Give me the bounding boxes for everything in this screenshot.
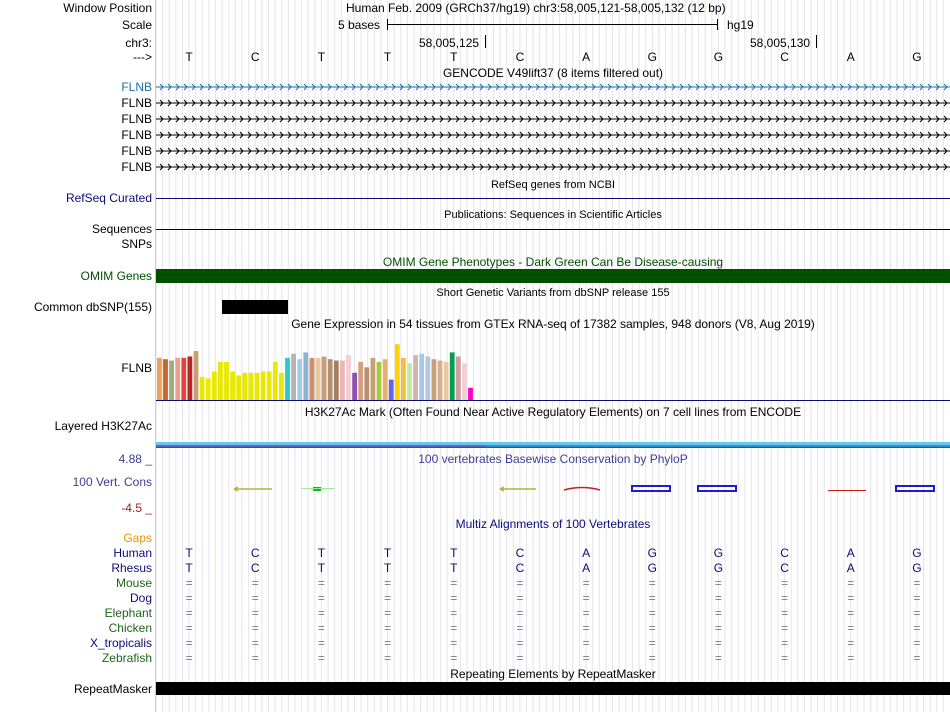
alignment-cell: T xyxy=(450,561,458,575)
gtex-tissue-bar xyxy=(425,356,430,400)
dbsnp-variant[interactable] xyxy=(222,300,288,314)
gtex-tissue-bar xyxy=(297,359,302,400)
gtex-tissue-bar xyxy=(316,358,321,400)
publications-track-title[interactable]: Publications: Sequences in Scientific Articles xyxy=(444,209,662,221)
alignment-cell: G xyxy=(647,546,657,560)
alignment-cell: = xyxy=(582,651,590,665)
alignment-cell: = xyxy=(450,651,458,665)
gtex-tissue-bar xyxy=(371,358,376,400)
gtex-tissue-bar xyxy=(175,358,180,400)
gencode-item-label[interactable]: FLNB xyxy=(121,160,152,174)
coord-tick-2 xyxy=(816,35,817,48)
alignment-cell: = xyxy=(317,636,325,650)
alignment-cell: = xyxy=(251,576,259,590)
gtex-tissue-bar xyxy=(188,356,193,400)
alignment-cell: C xyxy=(780,546,789,560)
gtex-tissue-bar xyxy=(389,380,394,400)
gtex-tissue-bar xyxy=(181,358,186,400)
alignment-cell: = xyxy=(384,621,392,635)
alignment-cell: = xyxy=(648,636,656,650)
sequences-line[interactable] xyxy=(156,229,950,230)
base-2[interactable]: C xyxy=(250,50,260,64)
refseq-gene-line[interactable] xyxy=(156,198,950,199)
alignment-cell: = xyxy=(913,651,921,665)
alignment-cell: = xyxy=(648,576,656,590)
alignment-cell: = xyxy=(185,591,193,605)
gencode-item-label[interactable]: FLNB xyxy=(121,112,152,126)
gtex-tissue-bar xyxy=(242,373,247,400)
alignment-cell: = xyxy=(317,621,325,635)
alignment-cell: = xyxy=(913,591,921,605)
gtex-tissue-bar xyxy=(334,361,339,400)
gtex-tissue-bar xyxy=(450,352,455,400)
alignment-cell: = xyxy=(185,651,193,665)
coord-tick-1 xyxy=(485,35,486,48)
alignment-cell: = xyxy=(582,606,590,620)
species-label-x_tropicalis[interactable]: X_tropicalis xyxy=(89,636,152,650)
sequences-track-label[interactable]: Sequences xyxy=(91,222,152,236)
alignment-cell: = xyxy=(648,621,656,635)
scale-bar xyxy=(387,24,717,25)
alignment-cell: G xyxy=(647,561,657,575)
gtex-tissue-bar xyxy=(444,362,449,400)
alignment-cell: = xyxy=(185,606,193,620)
gtex-tissue-bar xyxy=(267,371,272,400)
gencode-track-title[interactable]: GENCODE V49lift37 (8 items filtered out) xyxy=(442,66,664,80)
alignment-cell: = xyxy=(781,606,789,620)
gtex-tissue-bar xyxy=(383,359,388,400)
gaps-label: Gaps xyxy=(123,531,152,545)
alignment-cell: = xyxy=(648,606,656,620)
base-11[interactable]: A xyxy=(846,50,855,64)
gtex-tissue-bar xyxy=(438,361,443,400)
alignment-cell: = xyxy=(781,636,789,650)
gtex-tissue-bar xyxy=(401,358,406,400)
alignment-cell: = xyxy=(317,576,325,590)
alignment-cell: = xyxy=(450,591,458,605)
alignment-cell: = xyxy=(450,636,458,650)
alignment-cell: A xyxy=(582,561,591,575)
gencode-item-label[interactable]: FLNB xyxy=(121,144,152,158)
gtex-tissue-bar xyxy=(462,363,467,400)
alignment-cell: T xyxy=(383,561,392,575)
alignment-cell: = xyxy=(251,591,259,605)
alignment-cell: = xyxy=(648,591,656,605)
alignment-cell: = xyxy=(516,636,524,650)
refseq-track-label[interactable]: RefSeq Curated xyxy=(65,191,152,205)
alignment-cell: = xyxy=(781,576,789,590)
chrom-label: chr3: xyxy=(125,36,152,50)
alignment-cell: = xyxy=(384,576,392,590)
alignment-cell: = xyxy=(582,576,590,590)
alignment-cell: = xyxy=(251,651,259,665)
gtex-tissue-bar xyxy=(358,362,363,400)
gtex-tissue-bar xyxy=(157,358,162,400)
alignment-cell: G xyxy=(912,546,922,560)
h3k27ac-track-title[interactable]: H3K27Ac Mark (Often Found Near Active Regulatory Elements) on 7 cell lines from ENCODE xyxy=(304,405,802,419)
gtex-tissue-bar xyxy=(169,361,174,400)
gtex-track-title[interactable]: Gene Expression in 54 tissues from GTEx RNA-seq of 17382 samples, 948 donors (V8, Aug 2019) xyxy=(291,317,815,331)
alignment-cell: = xyxy=(913,636,921,650)
gencode-transcript[interactable] xyxy=(156,97,950,109)
base-12[interactable]: G xyxy=(912,50,922,64)
alignment-cell: = xyxy=(913,606,921,620)
species-label-elephant[interactable]: Elephant xyxy=(104,606,152,620)
alignment-cell: T xyxy=(185,561,193,575)
alignment-cell: G xyxy=(912,561,922,575)
gtex-tissue-bar xyxy=(273,362,278,400)
alignment-cell: C xyxy=(780,561,789,575)
refseq-track-title[interactable]: RefSeq genes from NCBI xyxy=(490,179,616,191)
alignment-cell: = xyxy=(251,621,259,635)
scale-bar-tick-left xyxy=(387,19,388,30)
species-label-mouse[interactable]: Mouse xyxy=(115,576,152,590)
gtex-tissue-bar xyxy=(322,356,327,400)
alignment-cell: = xyxy=(516,606,524,620)
alignment-cell: = xyxy=(913,621,921,635)
gtex-tissue-bar xyxy=(456,356,461,400)
gtex-tissue-bar xyxy=(206,378,211,400)
gtex-tissue-bar xyxy=(249,373,254,400)
base-7[interactable]: A xyxy=(582,50,591,64)
gencode-transcript[interactable] xyxy=(156,161,950,173)
phylop-base-5 xyxy=(500,487,536,491)
gtex-tissue-bar xyxy=(310,358,315,400)
alignment-cell: = xyxy=(317,591,325,605)
phylop-base-12 xyxy=(896,486,934,491)
alignment-cell: = xyxy=(384,606,392,620)
species-label-zebrafish[interactable]: Zebrafish xyxy=(101,651,152,665)
base-4[interactable]: T xyxy=(383,50,392,64)
phylop-base-10 xyxy=(828,490,866,491)
phylop-base-6 xyxy=(564,488,600,491)
omim-gene-bar[interactable] xyxy=(156,269,950,283)
gencode-transcript[interactable] xyxy=(156,129,950,141)
repeatmasker-track-label[interactable]: RepeatMasker xyxy=(73,682,152,696)
alignment-cell: C xyxy=(515,546,525,560)
alignment-cell: T xyxy=(450,546,458,560)
gtex-tissue-bar xyxy=(413,355,418,400)
gencode-transcript[interactable] xyxy=(156,145,950,157)
alignment-cell: = xyxy=(781,621,789,635)
assembly-label: hg19 xyxy=(727,18,754,32)
window-position-label: Window Position xyxy=(63,1,152,15)
gtex-tissue-bar xyxy=(212,371,217,400)
gtex-tissue-bar xyxy=(200,377,205,400)
phylop-base-8 xyxy=(698,486,736,491)
gtex-tissue-bar xyxy=(224,362,229,400)
phylop-base-7 xyxy=(632,486,670,491)
gtex-tissue-bar xyxy=(352,373,357,400)
base-10[interactable]: C xyxy=(780,50,789,64)
alignment-cell: = xyxy=(384,591,392,605)
gtex-tissue-bar xyxy=(340,361,345,400)
alignment-cell: = xyxy=(450,576,458,590)
species-label-human[interactable]: Human xyxy=(113,546,152,560)
base-6[interactable]: C xyxy=(515,50,525,64)
alignment-cell: = xyxy=(251,636,259,650)
alignment-cell: A xyxy=(846,546,855,560)
alignment-cell: = xyxy=(450,606,458,620)
alignment-cell: C xyxy=(515,561,525,575)
gtex-tissue-bar xyxy=(194,351,199,400)
alignment-cell: = xyxy=(847,606,855,620)
omim-track-title[interactable]: OMIM Gene Phenotypes - Dark Green Can Be Disease-causing xyxy=(382,255,724,269)
gencode-transcript[interactable] xyxy=(156,113,950,125)
gencode-transcript[interactable] xyxy=(156,81,950,93)
snps-track-label[interactable]: SNPs xyxy=(121,237,152,251)
alignment-cell: = xyxy=(714,606,722,620)
h3k27ac-signal-4[interactable] xyxy=(156,447,950,448)
phylop-max-label: 4.88 _ xyxy=(118,452,152,466)
phylop-min-label: -4.5 _ xyxy=(121,501,152,515)
alignment-cell: = xyxy=(185,621,193,635)
phylop-base-2 xyxy=(301,487,335,491)
alignment-cell: G xyxy=(713,546,724,560)
scale-bar-tick-right xyxy=(717,19,718,30)
alignment-cell: = xyxy=(847,591,855,605)
gtex-tissue-bar xyxy=(328,359,333,400)
omim-track-label[interactable]: OMIM Genes xyxy=(80,269,152,283)
alignment-cell: G xyxy=(713,561,724,575)
coord-label-1: 58,005,125 xyxy=(419,36,480,50)
gtex-tissue-bar xyxy=(303,352,308,400)
alignment-cell: A xyxy=(846,561,855,575)
alignment-cell: T xyxy=(317,561,326,575)
alignment-cell: A xyxy=(582,546,591,560)
gtex-tissue-bar xyxy=(346,355,351,400)
alignment-cell: = xyxy=(913,576,921,590)
gencode-item-label[interactable]: FLNB xyxy=(121,80,152,94)
gencode-item-label[interactable]: FLNB xyxy=(121,128,152,142)
base-5[interactable]: T xyxy=(450,50,458,64)
gtex-tissue-bar xyxy=(364,367,369,400)
phylop-base-1 xyxy=(234,487,272,491)
gtex-track-label[interactable]: FLNB xyxy=(121,361,152,375)
phylop-track-label[interactable]: 100 Vert. Cons xyxy=(72,475,152,489)
alignment-cell: = xyxy=(847,651,855,665)
alignment-cell: = xyxy=(251,606,259,620)
alignment-cell: = xyxy=(714,591,722,605)
gtex-tissue-bar xyxy=(230,371,235,400)
gtex-tissue-bar xyxy=(419,354,424,400)
alignment-cell: = xyxy=(648,651,656,665)
gtex-tissue-bar xyxy=(395,344,400,400)
scale-bar-text: 5 bases xyxy=(338,18,381,32)
alignment-cell: C xyxy=(250,561,260,575)
gtex-tissue-bar xyxy=(218,362,223,400)
gtex-tissue-bar xyxy=(468,388,473,400)
alignment-cell: = xyxy=(582,591,590,605)
gtex-tissue-bar xyxy=(236,376,241,400)
base-1[interactable]: T xyxy=(185,50,193,64)
h3k27ac-track-label[interactable]: Layered H3K27Ac xyxy=(54,419,152,433)
base-9[interactable]: G xyxy=(713,50,724,64)
repeatmasker-track-title[interactable]: Repeating Elements by RepeatMasker xyxy=(450,667,656,681)
alignment-cell: = xyxy=(516,576,524,590)
gtex-tissue-bar xyxy=(291,354,296,400)
alignment-cell: = xyxy=(582,636,590,650)
phylop-track-title[interactable]: 100 vertebrates Basewise Conservation by PhyloP xyxy=(418,452,688,466)
alignment-cell: T xyxy=(317,546,326,560)
gtex-tissue-bar xyxy=(285,358,290,400)
species-label-chicken[interactable]: Chicken xyxy=(108,621,152,635)
alignment-cell: = xyxy=(714,651,722,665)
gtex-bar-chart[interactable] xyxy=(156,332,950,402)
alignment-cell: = xyxy=(847,576,855,590)
alignment-cell: = xyxy=(516,591,524,605)
alignment-cell: = xyxy=(582,621,590,635)
repeatmasker-element[interactable] xyxy=(156,682,950,695)
alignment-cell: = xyxy=(714,636,722,650)
alignment-cell: = xyxy=(384,651,392,665)
dbsnp-track-title[interactable]: Short Genetic Variants from dbSNP release 155 xyxy=(436,287,670,299)
alignment-cell: = xyxy=(384,636,392,650)
alignment-cell: T xyxy=(383,546,392,560)
gencode-item-label[interactable]: FLNB xyxy=(121,96,152,110)
alignment-cell: = xyxy=(516,621,524,635)
base-8[interactable]: G xyxy=(647,50,657,64)
alignment-cell: = xyxy=(317,651,325,665)
alignment-cell: T xyxy=(185,546,193,560)
alignment-cell: = xyxy=(185,636,193,650)
alignment-cell: C xyxy=(250,546,260,560)
phylop-signal[interactable] xyxy=(156,482,950,498)
strand-label: ---> xyxy=(133,50,152,64)
gtex-tissue-bar xyxy=(261,371,266,400)
species-label-rhesus[interactable]: Rhesus xyxy=(111,561,152,575)
coord-label-2: 58,005,130 xyxy=(750,36,811,50)
alignment-cell: = xyxy=(317,606,325,620)
gtex-tissue-bar xyxy=(407,363,412,400)
alignment-cell: = xyxy=(847,621,855,635)
dbsnp-track-label[interactable]: Common dbSNP(155) xyxy=(33,300,152,314)
alignment-cell: = xyxy=(516,651,524,665)
alignment-cell: = xyxy=(781,591,789,605)
alignment-cell: = xyxy=(847,636,855,650)
species-label-dog[interactable]: Dog xyxy=(129,591,152,605)
multiz-track-title[interactable]: Multiz Alignments of 100 Vertebrates xyxy=(455,517,651,531)
alignment-cell: = xyxy=(714,621,722,635)
window-position-value: Human Feb. 2009 (GRCh37/hg19) chr3:58,005,121-58,005,132 (12 bp) xyxy=(346,1,726,15)
gtex-tissue-bar xyxy=(163,359,168,400)
alignment-cell: = xyxy=(781,651,789,665)
gtex-tissue-bar xyxy=(255,373,260,400)
gtex-tissue-bar xyxy=(377,362,382,400)
alignment-cell: = xyxy=(714,576,722,590)
alignment-cell: = xyxy=(185,576,193,590)
gtex-tissue-bar xyxy=(432,359,437,400)
scale-label: Scale xyxy=(121,18,152,32)
base-3[interactable]: T xyxy=(317,50,326,64)
alignment-cell: = xyxy=(450,621,458,635)
gtex-tissue-bar xyxy=(279,373,284,400)
